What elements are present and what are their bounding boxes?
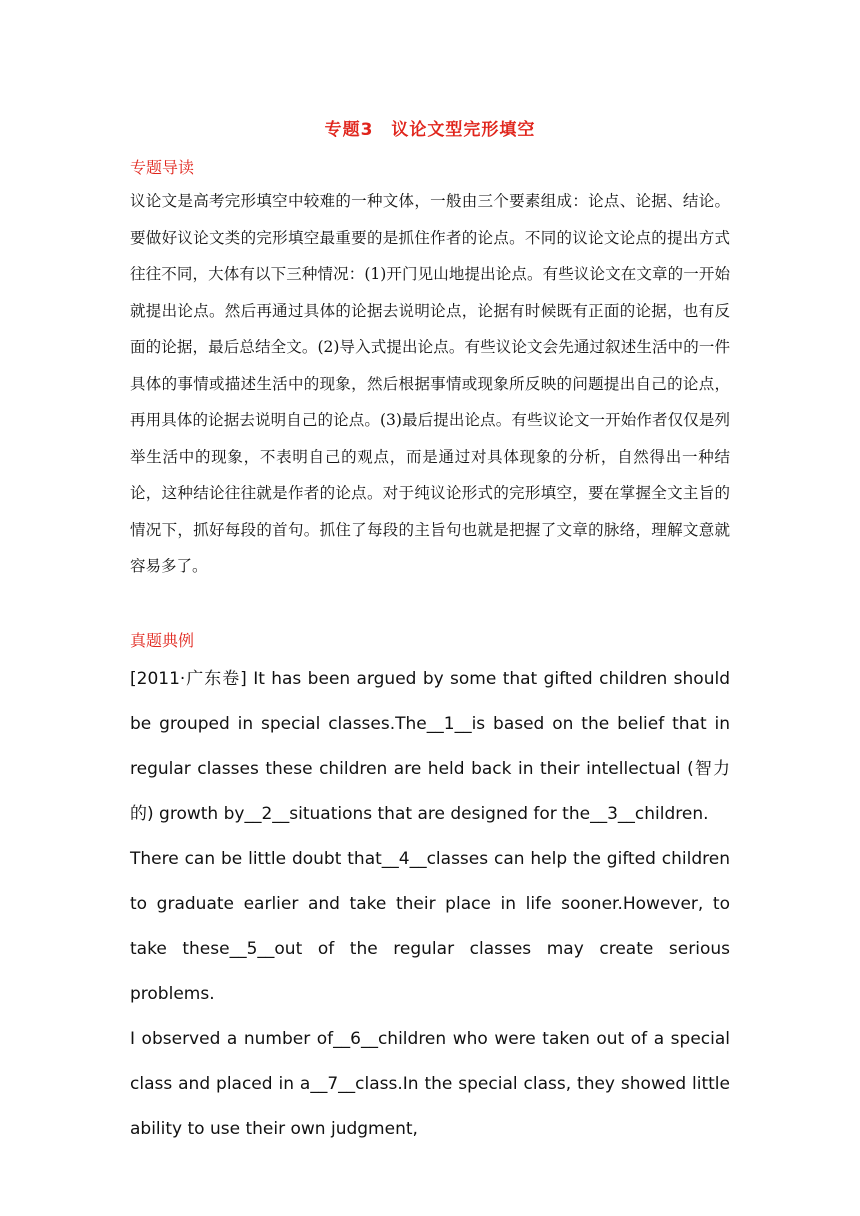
- example-heading: 真题典例: [130, 631, 195, 650]
- page-title: 专题3 议论文型完形填空: [324, 120, 536, 140]
- intro-paragraph: 议论文是高考完形填空中较难的一种文体，一般由三个要素组成：论点、论据、结论。要做好议论文类的完形填空最重要的是抓住作者的论点。不同的议论文论点的提出方式往往不同，大体有以下三种情况：(1)开门见山地提出论点。有些议论文在文章的一开始就提出论点。然后再通过具体的论据去说明论点，论据有时候既有正面的论据，也有反面的论据，最后总结全文。(2)导入式提出论点。有些议论文会先通过叙述生活中的一件具体的事情或描述生活中的现象，然后根据事情或现象所反映的问题提出自己的论点，再用具体的论据去说明自己的论点。(3)最后提出论点。有些议论文一开始作者仅仅是列举生活中的现象，不表明自己的观点，而是通过对具体现象的分析，自然得出一种结论，这种结论往往就是作者的论点。对于纯议论形式的完形填空，要在掌握全文主旨的情况下，抓好每段的首句。抓住了每段的主旨句也就是把握了文章的脉络，理解文意就容易多了。: [130, 192, 730, 575]
- passage-paragraph-2: There can be little doubt that__4__classes can help the gifted children to graduate earlier and take their place in life sooner.However, to take these__5__out of the regular classes may create serious problems.: [130, 849, 730, 1004]
- passage-paragraph-3: I observed a number of__6__children who were taken out of a special class and placed in a__7__class.In the special class, they showed little ability to use their own judgment,: [130, 1029, 730, 1139]
- example-passage: [130, 657, 730, 1152]
- passage-paragraph-1: [2011·广东卷] It has been argued by some that gifted children should be grouped in special classes.The__1__is based on the belief that in regular classes these children are held back in their intellectual (智力的) growth by__2__situations that are designed for the__3__children.: [130, 669, 730, 824]
- intro-heading: 专题导读: [130, 158, 195, 177]
